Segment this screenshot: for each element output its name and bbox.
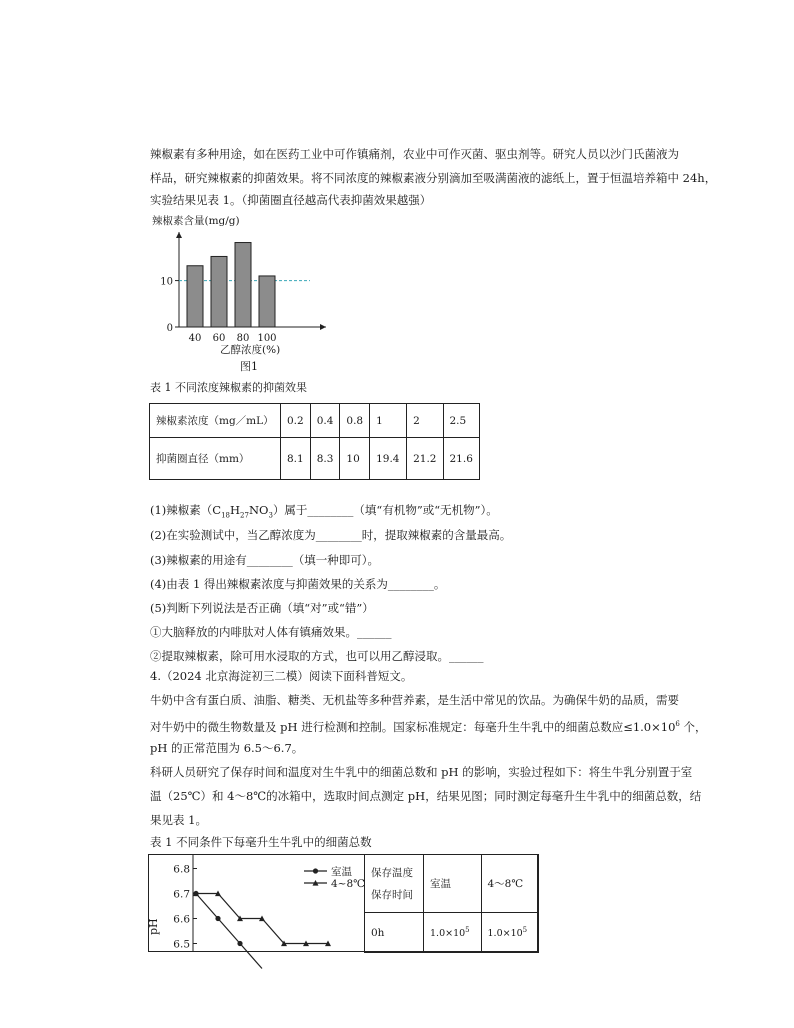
bar xyxy=(211,256,227,327)
bar xyxy=(259,276,275,327)
intro-line-2: 样品，研究辣椒素的抑菌效果。将不同浓度的辣椒素液分别滴加至吸满菌液的滤纸上，置于恒温培养箱中 24h， xyxy=(150,171,717,185)
table-header-cell: 室温 xyxy=(424,855,482,913)
table-cell-header: 抑菌圈直径（mm） xyxy=(150,438,281,480)
table-cell: 1 xyxy=(370,404,407,438)
table-cell: 0.4 xyxy=(310,404,340,438)
q1-text-c: NO xyxy=(248,503,269,517)
y-tick-label: 6.6 xyxy=(173,913,190,926)
legend-label: 室温 xyxy=(331,866,352,878)
intro-line-1: 辣椒素有多种用途，如在医药工业中可作镇痛剂，农业中可作灭菌、驱虫剂等。研究人员以沙门氏菌液为 xyxy=(150,147,679,161)
header-temp: 保存温度 xyxy=(371,866,413,879)
section4-p1-line2 xyxy=(150,716,707,735)
x-tick-label: 60 xyxy=(212,333,226,344)
question-5a: ①大脑释放的内啡肽对人体有镇痛效果。______ xyxy=(150,625,392,639)
question-4: (4)由表 1 得出辣椒素浓度与抑菌效果的关系为________。 xyxy=(150,577,446,591)
table2-caption: 表 1 不同条件下每毫升生牛乳中的细菌总数 xyxy=(150,835,372,849)
value-exp: 5 xyxy=(465,925,470,934)
chart-ylabel: pH xyxy=(147,918,160,935)
section4-p1-line3: pH 的正常范围为 6.5～6.7。 xyxy=(150,741,304,755)
question-5: (5)判断下列说法是否正确（填“对”或“错”） xyxy=(150,601,374,615)
table-row xyxy=(365,913,539,953)
y-tick-label: 6.7 xyxy=(173,888,190,901)
header-time: 保存时间 xyxy=(371,888,413,901)
section4-p1-line1: 牛奶中含有蛋白质、油脂、糖类、无机盐等多种营养素，是生活中常见的饮品。为确保牛奶的品质，需要 xyxy=(150,693,679,707)
table-header-cell: 4～8℃ xyxy=(481,855,539,913)
q1-sub-1: 18 xyxy=(221,511,231,520)
value-exp: 5 xyxy=(522,925,528,934)
table-cell: 8.3 xyxy=(310,438,340,480)
question-5b: ②提取辣椒素，除可用水浸取的方式，也可以用乙醇浸取。______ xyxy=(150,649,484,663)
data-point-circle xyxy=(215,916,220,921)
p1-line2-text: 对牛奶中的微生物数量及 pH 进行检测和控制。国家标准规定：每毫升生牛乳中的细菌总数应≤1.0×10 xyxy=(150,719,676,734)
y-tick-label: 6.8 xyxy=(173,863,190,876)
p1-line2-tail: 个， xyxy=(679,719,707,734)
bar xyxy=(187,266,203,327)
table-row xyxy=(150,438,480,480)
section4-heading: 4.（2024 北京海淀初三二模）阅读下面科普短文。 xyxy=(150,669,413,683)
table-cell: 19.4 xyxy=(370,438,407,480)
table-cell: 2.5 xyxy=(443,404,479,438)
bar-chart xyxy=(150,210,330,378)
y-tick-label: 6.5 xyxy=(173,938,190,951)
table-2 xyxy=(364,854,539,953)
table-row xyxy=(150,404,480,438)
chart-caption: 图1 xyxy=(240,360,258,373)
x-tick-label: 40 xyxy=(188,333,202,344)
y-tick-label: 10 xyxy=(160,276,173,288)
q1-text-a: (1)辣椒素（C xyxy=(150,503,222,517)
y-tick-label: 0 xyxy=(166,323,173,334)
question-2: (2)在实验测试中，当乙醇浓度为________时，提取辣椒素的含量最高。 xyxy=(150,528,512,542)
chart-xlabel: 乙醇浓度(%) xyxy=(220,344,281,356)
p1-line2-exp: 6 xyxy=(675,720,680,728)
table-cell: 0.8 xyxy=(340,404,370,438)
q1-text-d: ）属于________（填“有机物”或“无机物”）。 xyxy=(272,503,498,517)
table1-caption: 表 1 不同浓度辣椒素的抑菌效果 xyxy=(150,381,307,394)
table-cell: 21.6 xyxy=(443,438,479,480)
section4-p2-line1: 科研人员研究了保存时间和温度对生牛乳中的细菌总数和 pH 的影响，实验过程如下：将生牛乳分别置于室 xyxy=(150,765,693,779)
table-1 xyxy=(149,403,480,480)
table-cell-header: 辣椒素浓度（mg／mL） xyxy=(150,404,281,438)
q1-sub-2: 27 xyxy=(240,511,249,520)
table-cell: 2 xyxy=(407,404,443,438)
table-cell: 0.2 xyxy=(281,404,311,438)
table-header-cell xyxy=(365,855,424,913)
x-tick-label: 80 xyxy=(236,333,250,344)
table-cell xyxy=(424,913,482,953)
value-base: 1.0×10 xyxy=(430,928,466,940)
legend-label: 4~8℃ xyxy=(331,878,365,890)
figure-table-box xyxy=(148,854,538,952)
y-axis-arrow xyxy=(176,232,182,238)
table-cell: 10 xyxy=(340,438,370,480)
chart-ylabel: 辣椒素含量(mg/g) xyxy=(152,215,240,227)
q1-text-b: H xyxy=(230,503,241,517)
table-cell: 8.1 xyxy=(281,438,311,480)
q1-sub-3: 3 xyxy=(268,511,273,520)
line-chart xyxy=(149,855,364,951)
section4-p2-line2: 温（25℃）和 4～8℃的冰箱中，选取时间点测定 pH，结果见图；同时测定每毫升生牛乳中的细菌总数，结 xyxy=(150,789,702,803)
series-line xyxy=(196,894,262,969)
table-row xyxy=(365,855,539,913)
question-3: (3)辣椒素的用途有________（填一种即可）。 xyxy=(150,553,380,567)
intro-line-3: 实验结果见表 1。（抑菌圈直径越高代表抑菌效果越强） xyxy=(150,193,432,207)
section4-p2-line3: 果见表 1。 xyxy=(150,813,207,827)
data-point-circle xyxy=(237,941,242,946)
value-base: 1.0×10 xyxy=(487,928,523,940)
question-1 xyxy=(150,502,498,523)
bar xyxy=(235,243,251,327)
legend-marker-circle xyxy=(313,868,318,873)
x-axis-arrow xyxy=(320,324,326,330)
x-tick-label: 100 xyxy=(257,333,277,344)
table-cell: 21.2 xyxy=(407,438,443,480)
table-cell: 0h xyxy=(365,913,424,953)
table-cell xyxy=(481,913,539,953)
